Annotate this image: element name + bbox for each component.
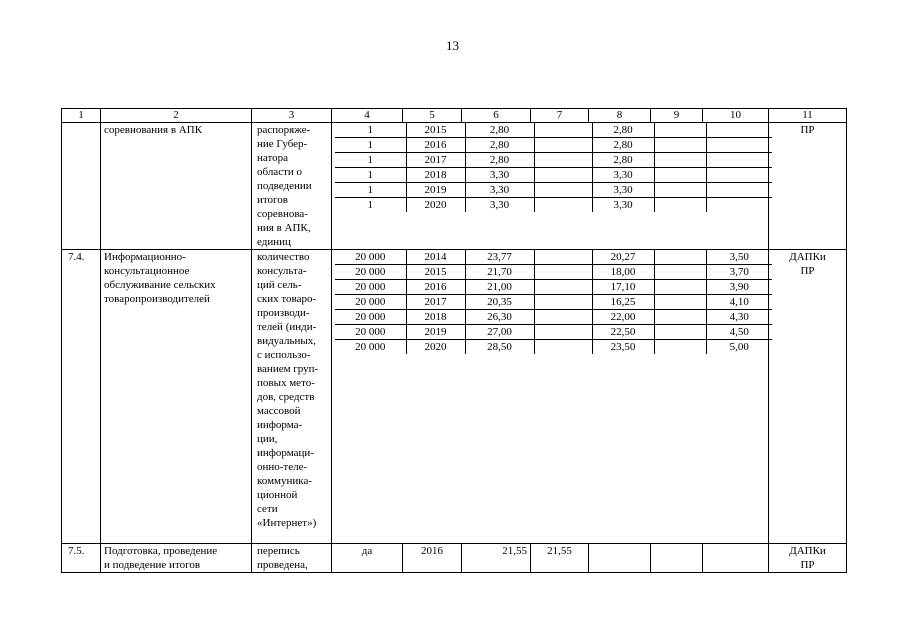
year-value: 2018 xyxy=(406,310,465,325)
regional-value xyxy=(589,544,651,573)
regional-value: 3,30 xyxy=(592,198,654,213)
total-value: 3,30 xyxy=(465,198,534,213)
header-cell: 6 xyxy=(462,109,531,123)
total-value: 21,70 xyxy=(465,265,534,280)
regional-value: 2,80 xyxy=(592,153,654,168)
total-value: 20,35 xyxy=(465,295,534,310)
year-row xyxy=(335,123,772,138)
regional-value: 2,80 xyxy=(592,123,654,138)
regional-value: 20,27 xyxy=(592,250,654,265)
row-indicator: количество консульта- ций сель- ских товаро- производи- телей (инди- видуальных, с использо- ванием груп- повых мето- дов, средств массовой информа- ции, информаци- онно-теле- коммуника- ционной сети «Интернет») xyxy=(252,250,332,544)
local-value xyxy=(654,198,706,213)
year-value: 2015 xyxy=(406,123,465,138)
year-value: 2016 xyxy=(406,280,465,295)
yearly-values xyxy=(335,123,772,212)
target-value: 1 xyxy=(367,199,373,211)
other-value: 4,30 xyxy=(706,310,772,325)
header-cell: 3 xyxy=(252,109,332,123)
federal-value xyxy=(534,198,592,213)
regional-value: 22,50 xyxy=(592,325,654,340)
regional-value: 16,25 xyxy=(592,295,654,310)
row-executor: ПР xyxy=(769,123,847,250)
other-value: 4,10 xyxy=(706,295,772,310)
total-value: 26,30 xyxy=(465,310,534,325)
year-value: 2019 xyxy=(406,325,465,340)
header-cell: 1 xyxy=(62,109,101,123)
row-name: Информационно- консультационное обслуживание сельских товаропроизводителей xyxy=(101,250,252,544)
regional-value: 2,80 xyxy=(592,138,654,153)
federal-value: 21,55 xyxy=(531,544,589,573)
total-value: 21,55 xyxy=(462,544,531,573)
row-executor: ДАПКи ПР xyxy=(769,544,847,573)
regional-value: 17,10 xyxy=(592,280,654,295)
local-value xyxy=(654,325,706,340)
year-value: 2015 xyxy=(406,265,465,280)
target-value: 1 xyxy=(335,153,406,168)
other-value: 3,50 xyxy=(706,250,772,265)
regional-value: 3,30 xyxy=(592,168,654,183)
federal-value xyxy=(534,310,592,325)
year-value: 2016 xyxy=(403,544,462,573)
total-value: 21,00 xyxy=(465,280,534,295)
target-value: 20 000 xyxy=(335,325,406,340)
regional-value: 22,00 xyxy=(592,310,654,325)
header-cell: 8 xyxy=(589,109,651,123)
total-value: 27,00 xyxy=(465,325,534,340)
local-value xyxy=(654,138,706,153)
year-value: 2016 xyxy=(406,138,465,153)
header-cell: 9 xyxy=(651,109,703,123)
local-value xyxy=(654,340,706,355)
local-value xyxy=(654,280,706,295)
local-value xyxy=(651,544,703,573)
row-number: 7.5. xyxy=(62,544,101,573)
year-row xyxy=(335,265,772,280)
other-value xyxy=(706,138,772,153)
year-row xyxy=(335,325,772,340)
other-value xyxy=(706,123,772,138)
target-value: 20 000 xyxy=(335,310,406,325)
total-value: 28,50 xyxy=(465,340,534,355)
row-indicator: распоряже- ние Губер- натора области о подведении итогов соревнова- ния в АПК, единиц xyxy=(252,123,332,250)
header-cell: 7 xyxy=(531,109,589,123)
local-value xyxy=(654,153,706,168)
total-value: 2,80 xyxy=(465,123,534,138)
other-value: 3,70 xyxy=(706,265,772,280)
other-value: 4,50 xyxy=(706,325,772,340)
year-value: 2019 xyxy=(406,183,465,198)
target-value: 1 xyxy=(335,168,406,183)
local-value xyxy=(654,265,706,280)
year-value: 2018 xyxy=(406,168,465,183)
header-row xyxy=(62,109,847,123)
other-value xyxy=(706,198,772,213)
other-value xyxy=(703,544,769,573)
year-value: 2014 xyxy=(406,250,465,265)
program-table xyxy=(61,108,847,573)
federal-value xyxy=(534,295,592,310)
year-row xyxy=(335,250,772,265)
total-value: 2,80 xyxy=(465,153,534,168)
target-value: 20 000 xyxy=(335,265,406,280)
header-cell: 5 xyxy=(403,109,462,123)
year-row xyxy=(335,138,772,153)
year-value: 2017 xyxy=(406,295,465,310)
header-cell: 2 xyxy=(101,109,252,123)
table-row xyxy=(62,250,847,544)
federal-value xyxy=(534,340,592,355)
target-value: 20 000 xyxy=(335,250,406,265)
header-cell: 4 xyxy=(332,109,403,123)
other-value xyxy=(706,153,772,168)
row-executor: ДАПКи ПР xyxy=(769,250,847,544)
regional-value: 18,00 xyxy=(592,265,654,280)
federal-value xyxy=(534,183,592,198)
year-row xyxy=(335,295,772,310)
total-value: 2,80 xyxy=(465,138,534,153)
target-value: 20 000 xyxy=(335,280,406,295)
yearly-values xyxy=(335,250,772,354)
federal-value xyxy=(534,153,592,168)
table-row xyxy=(62,544,847,573)
year-row xyxy=(335,153,772,168)
target-value: 20 000 xyxy=(355,341,386,353)
regional-value: 23,50 xyxy=(592,340,654,355)
year-row xyxy=(335,183,772,198)
local-value xyxy=(654,250,706,265)
year-row xyxy=(335,310,772,325)
federal-value xyxy=(534,280,592,295)
total-value: 3,30 xyxy=(465,168,534,183)
federal-value xyxy=(534,265,592,280)
federal-value xyxy=(534,325,592,340)
target-value: 1 xyxy=(335,183,406,198)
federal-value xyxy=(534,123,592,138)
other-value xyxy=(706,183,772,198)
row-number xyxy=(62,123,101,250)
page-number: 13 xyxy=(446,38,459,53)
local-value xyxy=(654,123,706,138)
total-value: 23,77 xyxy=(465,250,534,265)
federal-value xyxy=(534,168,592,183)
federal-value xyxy=(534,138,592,153)
year-value: 2020 xyxy=(406,198,465,213)
row-number: 7.4. xyxy=(62,250,101,544)
other-value xyxy=(706,168,772,183)
year-row xyxy=(335,280,772,295)
row-name: соревнования в АПК xyxy=(101,123,252,250)
year-value: 2017 xyxy=(406,153,465,168)
other-value: 3,90 xyxy=(706,280,772,295)
local-value xyxy=(654,183,706,198)
row-name: Подготовка, проведение и подведение итогов xyxy=(101,544,252,573)
other-value: 5,00 xyxy=(706,340,772,355)
year-value: 2020 xyxy=(406,340,465,355)
total-value: 3,30 xyxy=(465,183,534,198)
target-value: 20 000 xyxy=(335,295,406,310)
year-row xyxy=(335,198,772,213)
federal-value xyxy=(534,250,592,265)
row-indicator: перепись проведена, xyxy=(252,544,332,573)
table-row xyxy=(62,123,847,250)
target-value: 1 xyxy=(335,138,406,153)
header-cell: 11 xyxy=(769,109,847,123)
target-value: да xyxy=(332,544,403,573)
header-cell: 10 xyxy=(703,109,769,123)
local-value xyxy=(654,295,706,310)
local-value xyxy=(654,310,706,325)
year-row xyxy=(335,340,772,355)
local-value xyxy=(654,168,706,183)
year-row xyxy=(335,168,772,183)
target-value: 1 xyxy=(335,123,406,138)
regional-value: 3,30 xyxy=(592,183,654,198)
